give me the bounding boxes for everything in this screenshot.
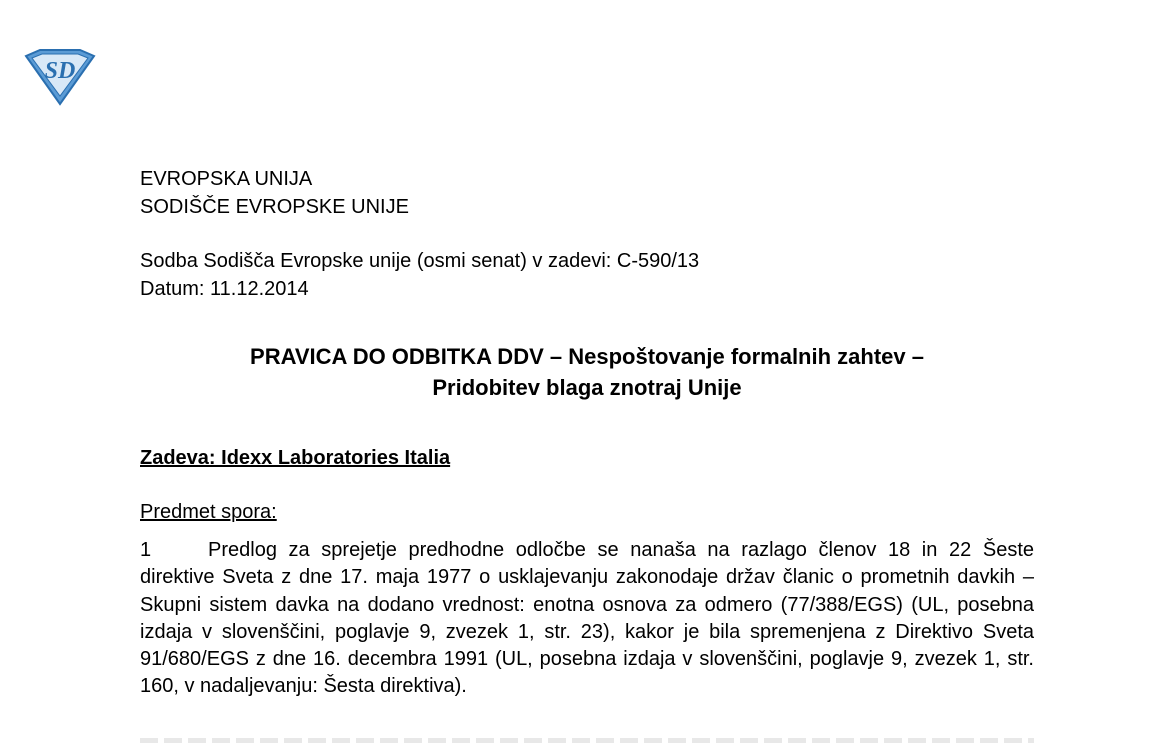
paragraph-number: 1: [140, 539, 152, 561]
sd-logo-icon: [22, 48, 98, 106]
section-heading: Predmet spora:: [140, 501, 277, 523]
title-line-1: PRAVICA DO ODBITKA DDV – Nespoštovanje formalnih zahtev –: [250, 344, 924, 369]
paragraph-text: Predlog za sprejetje predhodne odločbe se nanaša na razlago členov 18 in 22 Šeste direktive Sveta z dne 17. maja 1977 o usklajevanju zakonodaje držav članic o prometnih davkih – Skupni sistem davka na dodano vrednost: enotna osnova za odmero (77/388/EGS) (UL, posebna izdaja v slovenščini, poglavje 9, zvezek 1, str. 23), kakor je bila spremenjena z Direktivo Sveta 91/680/EGS z dne 16. decembra 1991 (UL, posebna izdaja v slovenščini, poglavje 9, zvezek 1, str. 160, v nadaljevanju: Šesta direktiva).: [140, 539, 1034, 698]
case-subject: Zadeva: Idexx Laboratories Italia: [140, 447, 451, 469]
paragraph-1: [140, 537, 1034, 701]
document-title: [140, 341, 1034, 403]
judgment-date: Datum: 11.12.2014: [140, 278, 309, 300]
judgment-reference: Sodba Sodišča Evropske unije (osmi senat) v zadevi: C-590/13: [140, 250, 700, 272]
title-line-2: Pridobitev blaga znotraj Unije: [432, 375, 742, 400]
next-line-partial: [140, 738, 1034, 743]
union-name: EVROPSKA UNIJA: [140, 168, 313, 190]
svg-text:SD: SD: [44, 58, 76, 84]
court-name: SODIŠČE EVROPSKE UNIJE: [140, 196, 409, 218]
case-info: [140, 247, 699, 303]
court-header: [140, 165, 409, 221]
